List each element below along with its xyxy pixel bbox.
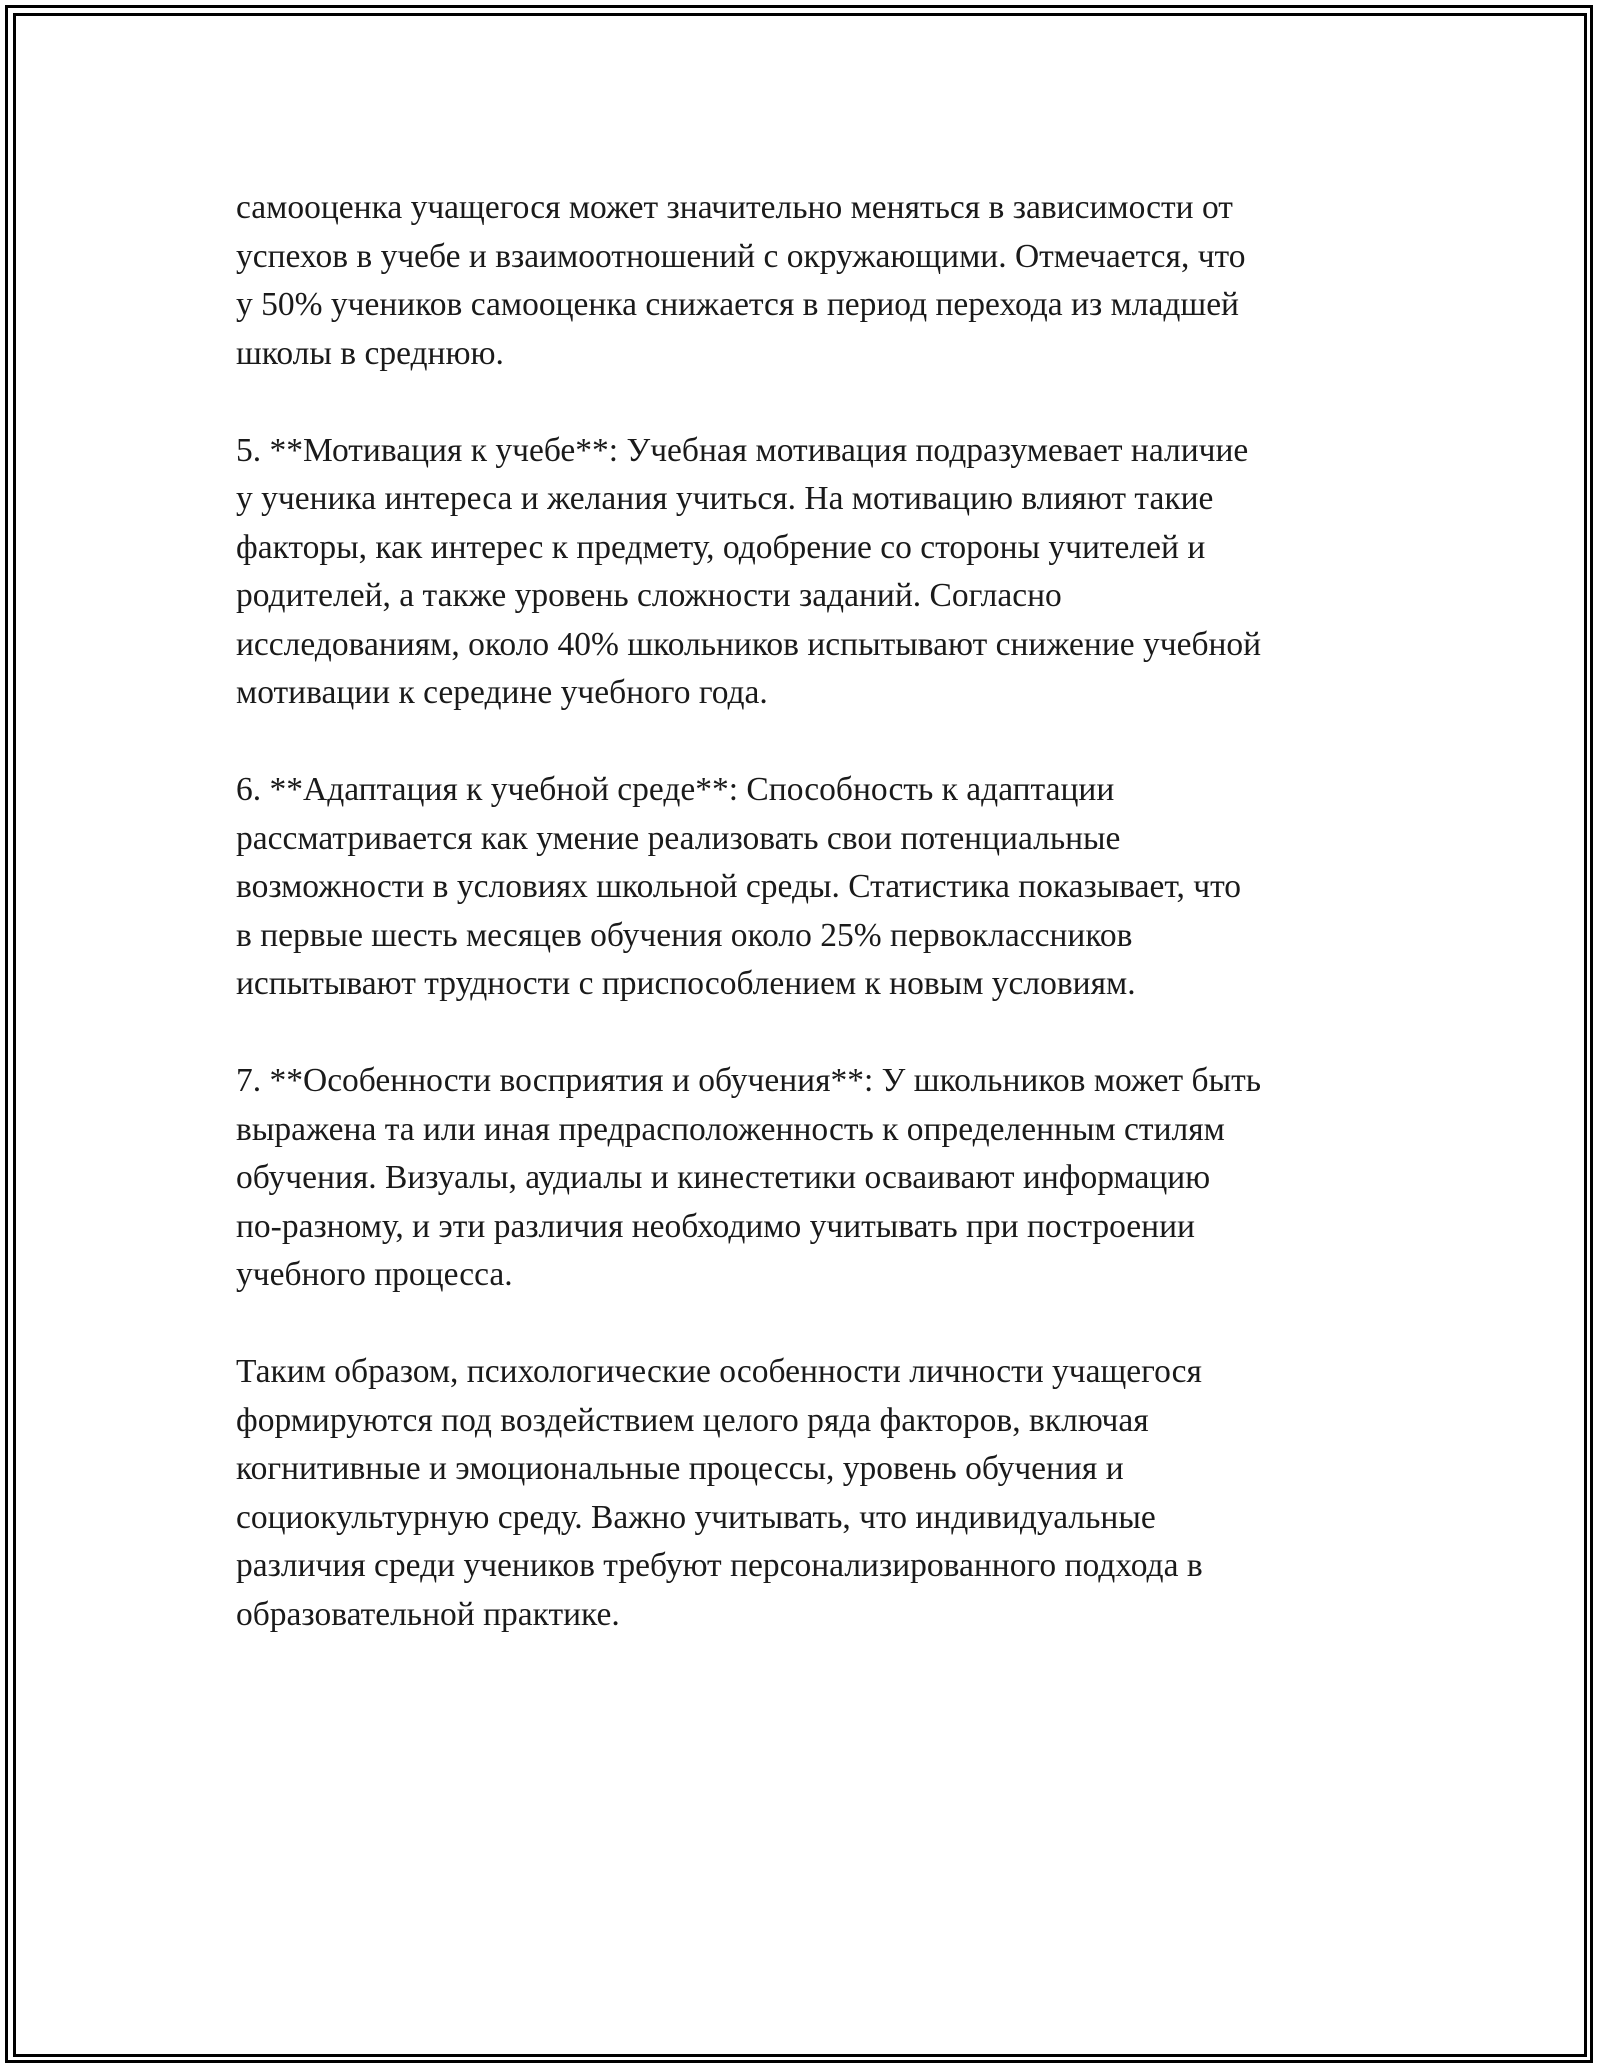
paragraph-perception (236, 1057, 1376, 1300)
paragraph-motivation (236, 427, 1376, 718)
text-line: испытывают трудности с приспособлением к новым условиям. (236, 965, 1136, 1002)
text-line: 5. **Мотивация к учебе**: Учебная мотивация подразумевает наличие (236, 431, 1249, 469)
text-line: 6. **Адаптация к учебной среде**: Способность к адаптации (236, 771, 1115, 808)
text-line: возможности в условиях школьной среды. Статистика показывает, что (236, 868, 1242, 905)
text-line: когнитивные и эмоциональные процессы, уровень обучения и (236, 1450, 1124, 1487)
text-line: по-разному, и эти различия необходимо учитывать при построении (236, 1207, 1195, 1245)
text-line: факторы, как интерес к предмету, одобрение со стороны учителей и (236, 528, 1206, 566)
text-line: успехов в учебе и взаимоотношений с окружающими. Отмечается, что (236, 237, 1246, 275)
document-body (236, 184, 1376, 1688)
paragraph-adaptation (236, 766, 1376, 1009)
text-line: 7. **Особенности восприятия и обучения**: У школьников может быть (236, 1062, 1261, 1099)
text-line: формируются под воздействием целого ряда факторов, включая (236, 1401, 1149, 1439)
text-line: социокультурную среду. Важно учитывать, что индивидуальные (236, 1498, 1156, 1536)
text-line: школы в среднюю. (236, 334, 504, 372)
text-line: образовательной практике. (236, 1595, 620, 1633)
text-line: исследованиям, около 40% школьников испытывают снижение учебной (236, 625, 1262, 663)
text-line: учебного процесса. (236, 1256, 513, 1293)
text-line: в первые шесть месяцев обучения около 25% первоклассников (236, 916, 1133, 954)
paragraph-self-esteem (236, 184, 1376, 378)
text-line: обучения. Визуалы, аудиалы и кинестетики осваивают информацию (236, 1159, 1211, 1196)
text-line: самооценка учащегося может значительно меняться в зависимости от (236, 189, 1233, 226)
text-line: у 50% учеников самооценка снижается в период перехода из младшей (236, 286, 1239, 323)
text-line: у ученика интереса и желания учиться. На мотивацию влияют такие (236, 480, 1214, 517)
text-line: Таким образом, психологические особенности личности учащегося (236, 1353, 1202, 1390)
text-line: рассматривается как умение реализовать свои потенциальные (236, 819, 1121, 857)
text-line: родителей, а также уровень сложности заданий. Согласно (236, 577, 1062, 614)
paragraph-conclusion (236, 1348, 1376, 1639)
text-line: различия среди учеников требуют персонализированного подхода в (236, 1547, 1203, 1584)
text-line: выражена та или иная предрасположенность к определенным стилям (236, 1110, 1225, 1148)
text-line: мотивации к середине учебного года. (236, 674, 768, 711)
